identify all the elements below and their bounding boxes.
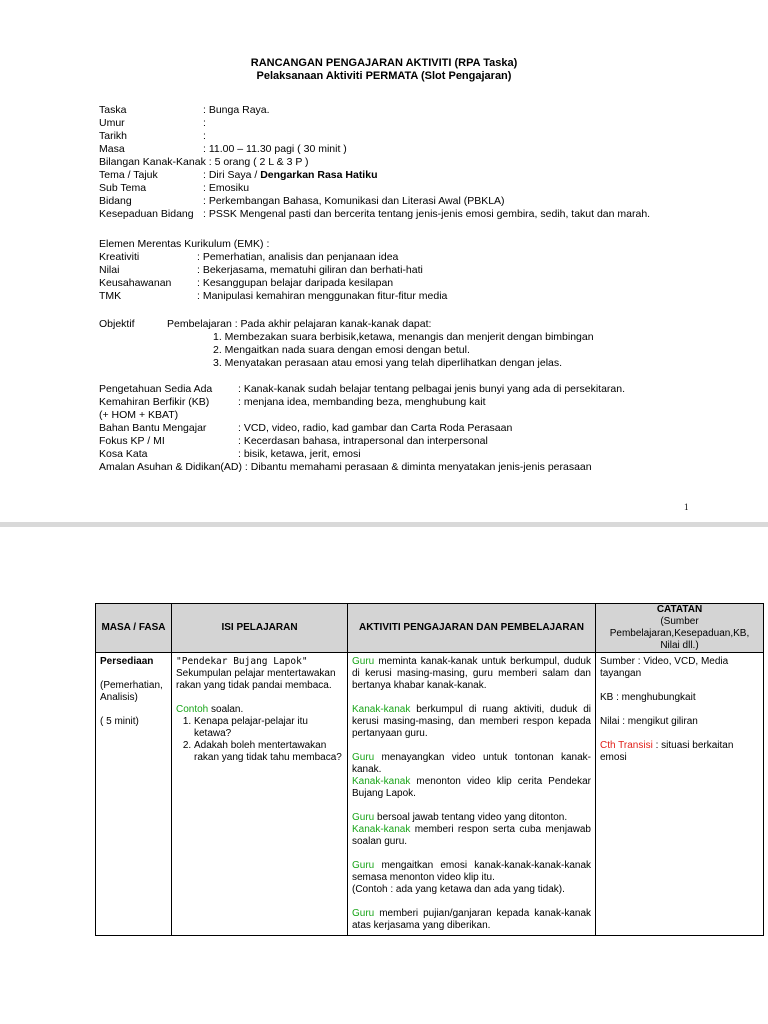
table-row bbox=[96, 653, 764, 936]
lesson-table bbox=[95, 603, 764, 936]
cell-catatan: Sumber : Video, VCD, Media tayangan KB : menghubungkait Nilai : mengikut giliran Cth Transisi : situasi berkaitan emosi bbox=[596, 653, 764, 936]
document-subtitle: Pelaksanaan Aktiviti PERMATA (Slot Pengajaran) bbox=[256, 70, 512, 82]
cell-masa: Persediaan (Pemerhatian, Analisis) ( 5 minit) bbox=[96, 653, 172, 936]
extra-row: Amalan Asuhan & Didikan(AD) : Dibantu memahami perasaan & diminta menyatakan jenis-jenis perasaan bbox=[99, 461, 592, 473]
objektif-item: 3. Menyatakan perasaan atau emosi yang telah diperlihatkan dengan jelas. bbox=[213, 357, 563, 369]
list-item: 2. Adakah boleh mentertawakan rakan yang tidak tahu membaca? bbox=[194, 740, 343, 764]
objektif-item: 1. Membezakan suara berbisik,ketawa, menangis dan menjerit dengan bimbingan bbox=[213, 331, 594, 343]
question-list bbox=[176, 716, 343, 764]
document-page-2 bbox=[0, 527, 768, 1024]
emk-heading: Elemen Merentas Kurikulum (EMK) : bbox=[99, 238, 270, 250]
cell-aktiviti: Guru meminta kanak-kanak untuk berkumpul, duduk di kerusi masing-masing, guru memberi salam dan bertanya khabar kanak-kanak. Kanak-kanak berkumpul di ruang aktiviti, duduk di kerusi masing-masing, dan memberi respon kepada pertanyaan guru. Guru menayangkan video untuk tontonan kanak-kanak. Kanak-kanak menonton video klip cerita Pendekar Bujang Lapok. Guru bersoal jawab tentang video yang ditonton. Kanak-kanak memberi respon serta cuba menjawab soalan guru. Guru mengaitkan emosi kanak-kanak-kanak-kanak semasa menonton video klip itu. (Contoh : ada yang ketawa dan ada yang tidak). Guru memberi pujian/ganjaran kepada kanak-kanak atas kerjasama yang diberikan. bbox=[348, 653, 596, 936]
table-header-row bbox=[96, 604, 764, 653]
page-number: 1 bbox=[684, 502, 689, 512]
info-row-bilangan: Bilangan Kanak-Kanak : 5 orang ( 2 L & 3 P ) bbox=[99, 156, 309, 168]
header-masa: MASA / FASA bbox=[96, 604, 172, 653]
header-isi: ISI PELAJARAN bbox=[172, 604, 348, 653]
document-title: RANCANGAN PENGAJARAN AKTIVITI (RPA Taska) bbox=[250, 57, 518, 69]
cell-isi: "Pendekar Bujang Lapok" Sekumpulan pelajar mentertawakan rakan yang tidak pandai membaca. Contoh soalan. 1. Kenapa pelajar-pelajar itu ketawa? 2. Adakah boleh mentertawakan rakan yang tidak tahu membaca? bbox=[172, 653, 348, 936]
document-page-1: RANCANGAN PENGAJARAN AKTIVITI (RPA Taska) Pelaksanaan Aktiviti PERMATA (Slot Pengajaran) Taska : Bunga Raya. Umur : Tarikh : Masa : 11.00 – 11.30 pagi ( 30 minit ) Bilangan Kanak-Kanak : 5 orang ( 2 L & 3 P ) Tema / Tajuk : Diri Saya / Dengarkan Rasa Hatiku Sub Tema : Emosiku Bidang : Perkembangan Bahasa, Komunikasi dan Literasi Awal (PBKLA) Kesepaduan Bidang : PSSK Mengenal pasti dan bercerita tentang jenis-jenis emosi gembira, sedih, takut dan marah. Elemen Merentas Kurikulum (EMK) : Kreativiti : Pemerhatian, analisis dan penjanaan idea Nilai : Bekerjasama, mematuhi giliran dan berhati-hati Keusahawanan : Kesanggupan belajar daripada kesilapan TMK : Manipulasi kemahiran menggunakan fitur-fitur media Objektif Pembelajaran : Pada akhir pelajaran kanak-kanak dapat: 1. Membezakan suara berbisik,ketawa, menangis dan menjerit dengan bimbingan 2. Mengaitkan nada suara dengan emosi dengan betul. 3. Menyatakan perasaan atau emosi yang telah diperlihatkan dengan jelas. Pengetahuan Sedia Ada : Kanak-kanak sudah belajar tentang pelbagai jenis bunyi yang ada di persekitaran. Kemahiran Berfikir (KB) : menjana idea, membanding beza, menghubung kait (+ HOM + KBAT) Bahan Bantu Mengajar : VCD, video, radio, kad gambar dan Carta Roda Perasaan Fokus KP / MI : Kecerdasan bahasa, intrapersonal dan interpersonal Kosa Kata : bisik, ketawa, jerit, emosi Amalan Asuhan & Didikan(AD) : Dibantu memahami perasaan & diminta menyatakan jenis-jenis perasaan 1 bbox=[0, 0, 768, 522]
list-item: 1. Kenapa pelajar-pelajar itu ketawa? bbox=[194, 716, 343, 740]
header-aktiviti: AKTIVITI PENGAJARAN DAN PEMBELAJARAN bbox=[348, 604, 596, 653]
header-catatan: CATATAN (Sumber Pembelajaran,Kesepaduan,KB, Nilai dll.) bbox=[596, 604, 764, 653]
objektif-item: 2. Mengaitkan nada suara dengan emosi dengan betul. bbox=[213, 344, 470, 356]
